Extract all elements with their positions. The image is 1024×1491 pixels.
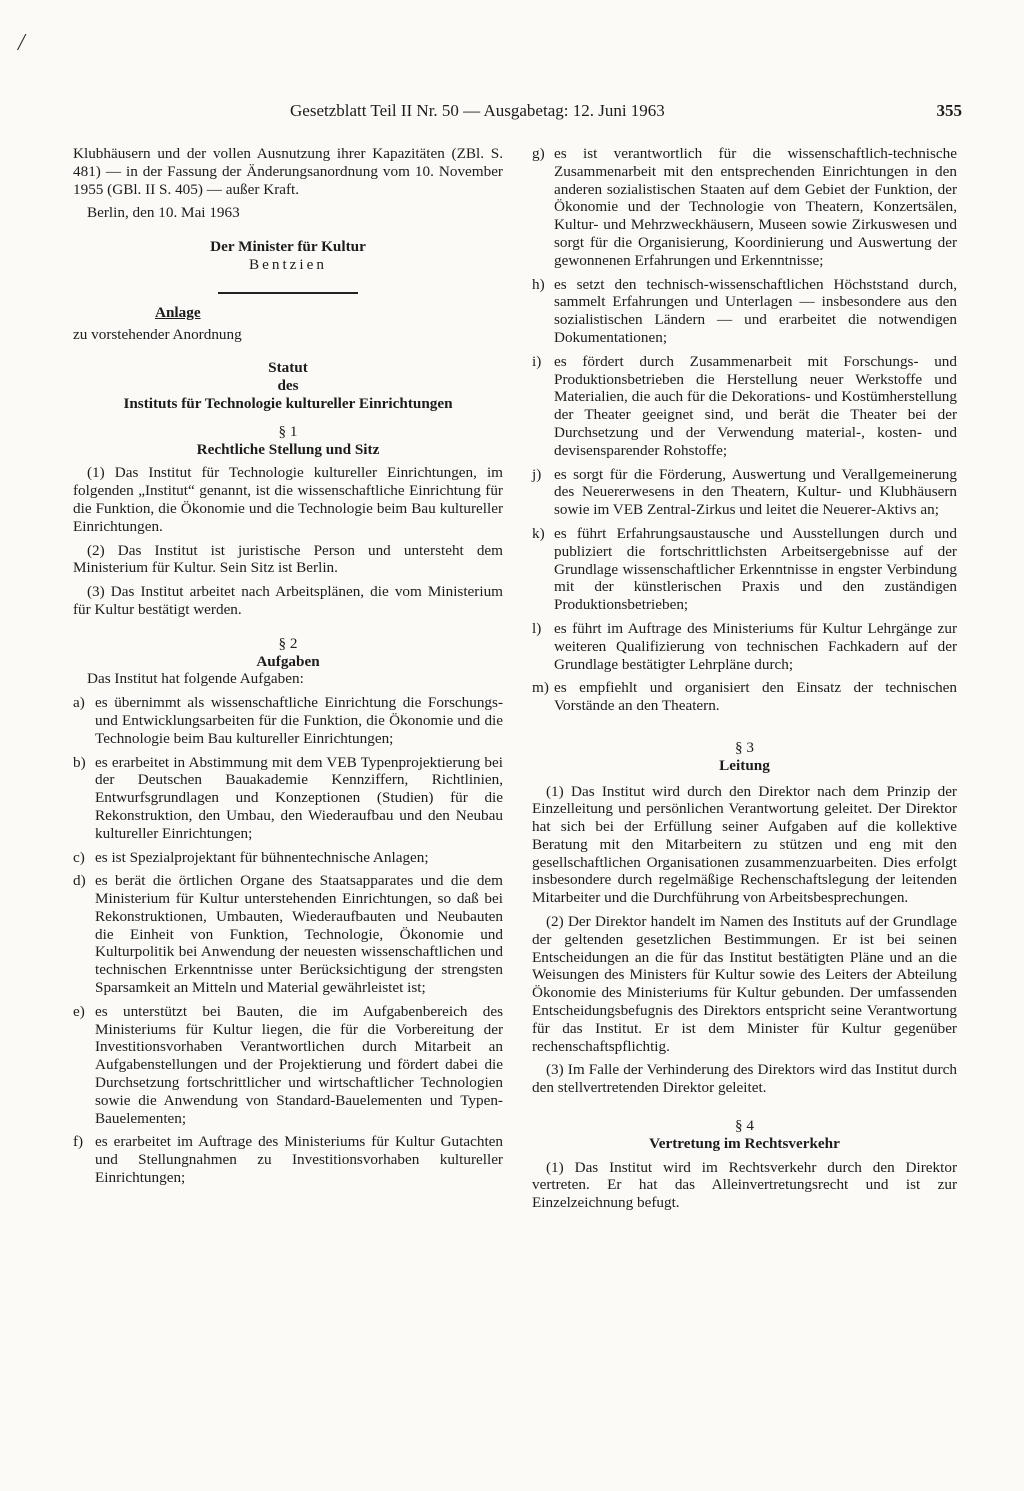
section-1-para-1: (1) Das Institut für Technologie kultureller Einrichtungen, im folgenden „Institut“ genannt, ist die wissenschaftliche Einrichtung für die Funktion, die Ökonomie und die Technologie beim Bau kultureller Einrichtungen. — [73, 464, 503, 535]
signer-name: Bentzien — [249, 255, 327, 273]
list-item: m) es empfiehlt und organisiert den Einsatz der technischen Vorstände an den Theatern. — [532, 679, 957, 715]
left-column — [73, 145, 503, 1193]
list-item: g) es ist verantwortlich für die wissenschaftlich-technische Zusammenarbeit mit den entsprechenden Einrichtungen in den anderen sozialistischen Staaten auf dem Gebiet der Funktion, der Ökonomie und der Technologie von Theatern, Konzertsälen, Kultur- und Mehrzweckhäusern, Museen sowie Zirkuswesen und sorgt für die Organisierung, Koordinierung und Auswertung der gewonnenen Erfahrungen und Erkenntnisse; — [532, 145, 957, 269]
list-item: l) es führt im Auftrage des Ministeriums für Kultur Lehrgänge zur weiteren Qualifizierung von technischen Fachkadern auf der Grundlage bestätigter Lehrpläne durch; — [532, 619, 957, 673]
section-4-number: § 4 — [735, 1117, 754, 1135]
anlage-title: Anlage — [155, 303, 201, 321]
section-1-para-2: (2) Das Institut ist juristische Person und untersteht dem Ministerium für Kultur. Sein Sitz ist Berlin. — [73, 541, 503, 577]
header-title: Gesetzblatt Teil II Nr. 50 — Ausgabetag: 12. Juni 1963 — [290, 101, 665, 120]
anlage-subtitle: zu vorstehender Anordnung — [73, 325, 242, 343]
date-line: Berlin, den 10. Mai 1963 — [87, 204, 240, 222]
divider-rule — [218, 292, 358, 294]
section-3-para-3: (3) Im Falle der Verhinderung des Direktors wird das Institut durch den stellvertretenden Direktor geleitet. — [532, 1061, 957, 1097]
section-3-para-1: (1) Das Institut wird durch den Direktor nach dem Prinzip der Einzelleitung und persönlichen Verantwortung geleitet. Der Direktor hat sich bei der Erfüllung seiner Aufgaben auf die kollektive Beratung mit den Mitarbeitern zu stützen und eng mit den gesellschaftlichen Organisationen zusammenzuarbeiten. Dies erfolgt insbesondere durch regelmäßige Rechenschaftslegung der leitenden Mitarbeiter und die Durchführung von Arbeitsbesprechungen. — [532, 782, 957, 907]
statut-title-1: Statut — [268, 359, 308, 377]
list-item: f) es erarbeitet im Auftrage des Ministeriums für Kultur Gutachten und Stellungnahmen zu Investitionsvorhaben kultureller Einrichtungen; — [73, 1133, 503, 1187]
section-4-title: Vertretung im Rechtsverkehr — [649, 1134, 840, 1152]
section-1-para-3: (3) Das Institut arbeitet nach Arbeitsplänen, die vom Ministerium für Kultur bestätigt werden. — [73, 583, 503, 618]
section-1-title: Rechtliche Stellung und Sitz — [196, 440, 380, 458]
section-4-para-1: (1) Das Institut wird im Rechtsverkehr durch den Direktor vertreten. Er hat das Alleinvertretungsrecht und ist zur Einzelzeichnung befugt. — [532, 1158, 957, 1212]
section-1-number: § 1 — [278, 422, 298, 440]
list-item: j) es sorgt für die Förderung, Auswertung und Verallgemeinerung des Neuererwesens in den Theatern, Kultur- und Klubhäusern sowie im VEB Zentral-Zirkus und leitet die Neuerer-Aktivs an; — [532, 465, 957, 519]
list-item: i) es fördert durch Zusammenarbeit mit Forschungs- und Produktionsbetrieben die Herstellung neuer Werkstoffe und Materialien, die auch für die Dekorations- und Kostümherstellung der Theater geeignet sind, und berät die Theater bei der Durchsetzung und der Verwendung material-, kosten- und devisensparender Rohstoffe; — [532, 352, 957, 459]
page-number: 355 — [936, 101, 962, 120]
section-2-intro: Das Institut hat folgende Aufgaben: — [87, 670, 304, 688]
section-2-title: Aufgaben — [256, 652, 320, 670]
list-item: k) es führt Erfahrungsaustausche und Ausstellungen durch und publiziert die fortschrittlichsten Arbeitsergebnisse auf der Grundlage wissenschaftlicher Erkenntnisse in engster Verbindung mit der künstlerischen Praxis und den zuständigen Produktionsbetrieben; — [532, 524, 957, 614]
page-header — [290, 100, 962, 122]
list-item: b) es erarbeitet in Abstimmung mit dem VEB Typenprojektierung bei der Deutschen Bauakademie Kennziffern, Richtlinien, Entwurfsgrundlagen und Konzeptionen (Studien) für die Rekonstruktion, den Umbau, den Wiederaufbau und den Neubau kultureller Einrichtungen; — [73, 753, 503, 842]
list-item: h) es setzt den technisch-wissenschaftlichen Höchststand durch, sammelt Erfahrungen und Unterlagen — insbesondere aus den sozialistischen Ländern — und erarbeitet die notwendigen Dokumentationen; — [532, 275, 957, 346]
corner-mark: / — [18, 30, 25, 56]
intro-paragraph: Klubhäusern und der vollen Ausnutzung ihrer Kapazitäten (ZBl. S. 481) — in der Fassung der Änderungsanordnung vom 10. November 1955 (GBl. II S. 405) — außer Kraft. — [73, 145, 503, 198]
section-3-number: § 3 — [735, 738, 754, 756]
statut-title-3: Instituts für Technologie kultureller Einrichtungen — [123, 394, 453, 412]
section-3-para-2: (2) Der Direktor handelt im Namen des Instituts auf der Grundlage der geltenden gesetzlichen Bestimmungen. Er ist bei seinen Entscheidungen an die für das Institut bestätigten Pläne und an die Weisungen des Ministers für Kultur sowie des Leiters der Abteilung Ökonomie des Ministeriums für Kultur gebunden. Der umfassenden Entscheidungsbefugnis des Direktors entspricht seine Verantwortung für das Institut. Er ist dem Minister für Kultur gegenüber rechenschaftspflichtig. — [532, 913, 957, 1055]
list-item: a) es übernimmt als wissenschaftliche Einrichtung die Forschungs- und Entwicklungsarbeiten für die Funktion, die Ökonomie und die Technologie beim Bau kultureller Einrichtungen; — [73, 694, 503, 747]
list-item: d) es berät die örtlichen Organe des Staatsapparates und die dem Ministerium für Kultur unterstehenden Einrichtungen, so daß bei Rekonstruktionen, Umbauten, Wiederaufbauten und Neubauten die Einheit von Funktion, Technologie, Ökonomie und Kulturpolitik bei Anwendung der neuesten wissenschaftlichen und technischen Erkenntnisse unter Berücksichtigung der strengsten Sparsamkeit an Mitteln und Material gewährleistet ist; — [73, 872, 503, 997]
statut-title-2: des — [277, 377, 299, 395]
section-3-title: Leitung — [719, 756, 770, 774]
section-2-number: § 2 — [278, 634, 298, 652]
signer-title: Der Minister für Kultur — [210, 238, 366, 256]
right-column — [532, 145, 957, 1218]
list-item: c) es ist Spezialprojektant für bühnentechnische Anlagen; — [73, 848, 429, 866]
list-item: e) es unterstützt bei Bauten, die im Aufgabenbereich des Ministeriums für Kultur liegen, die für die Vorbereitung der Investitionsvorhaben Verantwortlichen durch Mitarbeit an Aufgabenstellungen und der Projektierung und fördert dabei die Durchsetzung fortschrittlicher und wirtschaftlicher Technologien sowie die Anwendung von Standard-Bauelementen und Typen-Bauelementen; — [73, 1002, 503, 1127]
